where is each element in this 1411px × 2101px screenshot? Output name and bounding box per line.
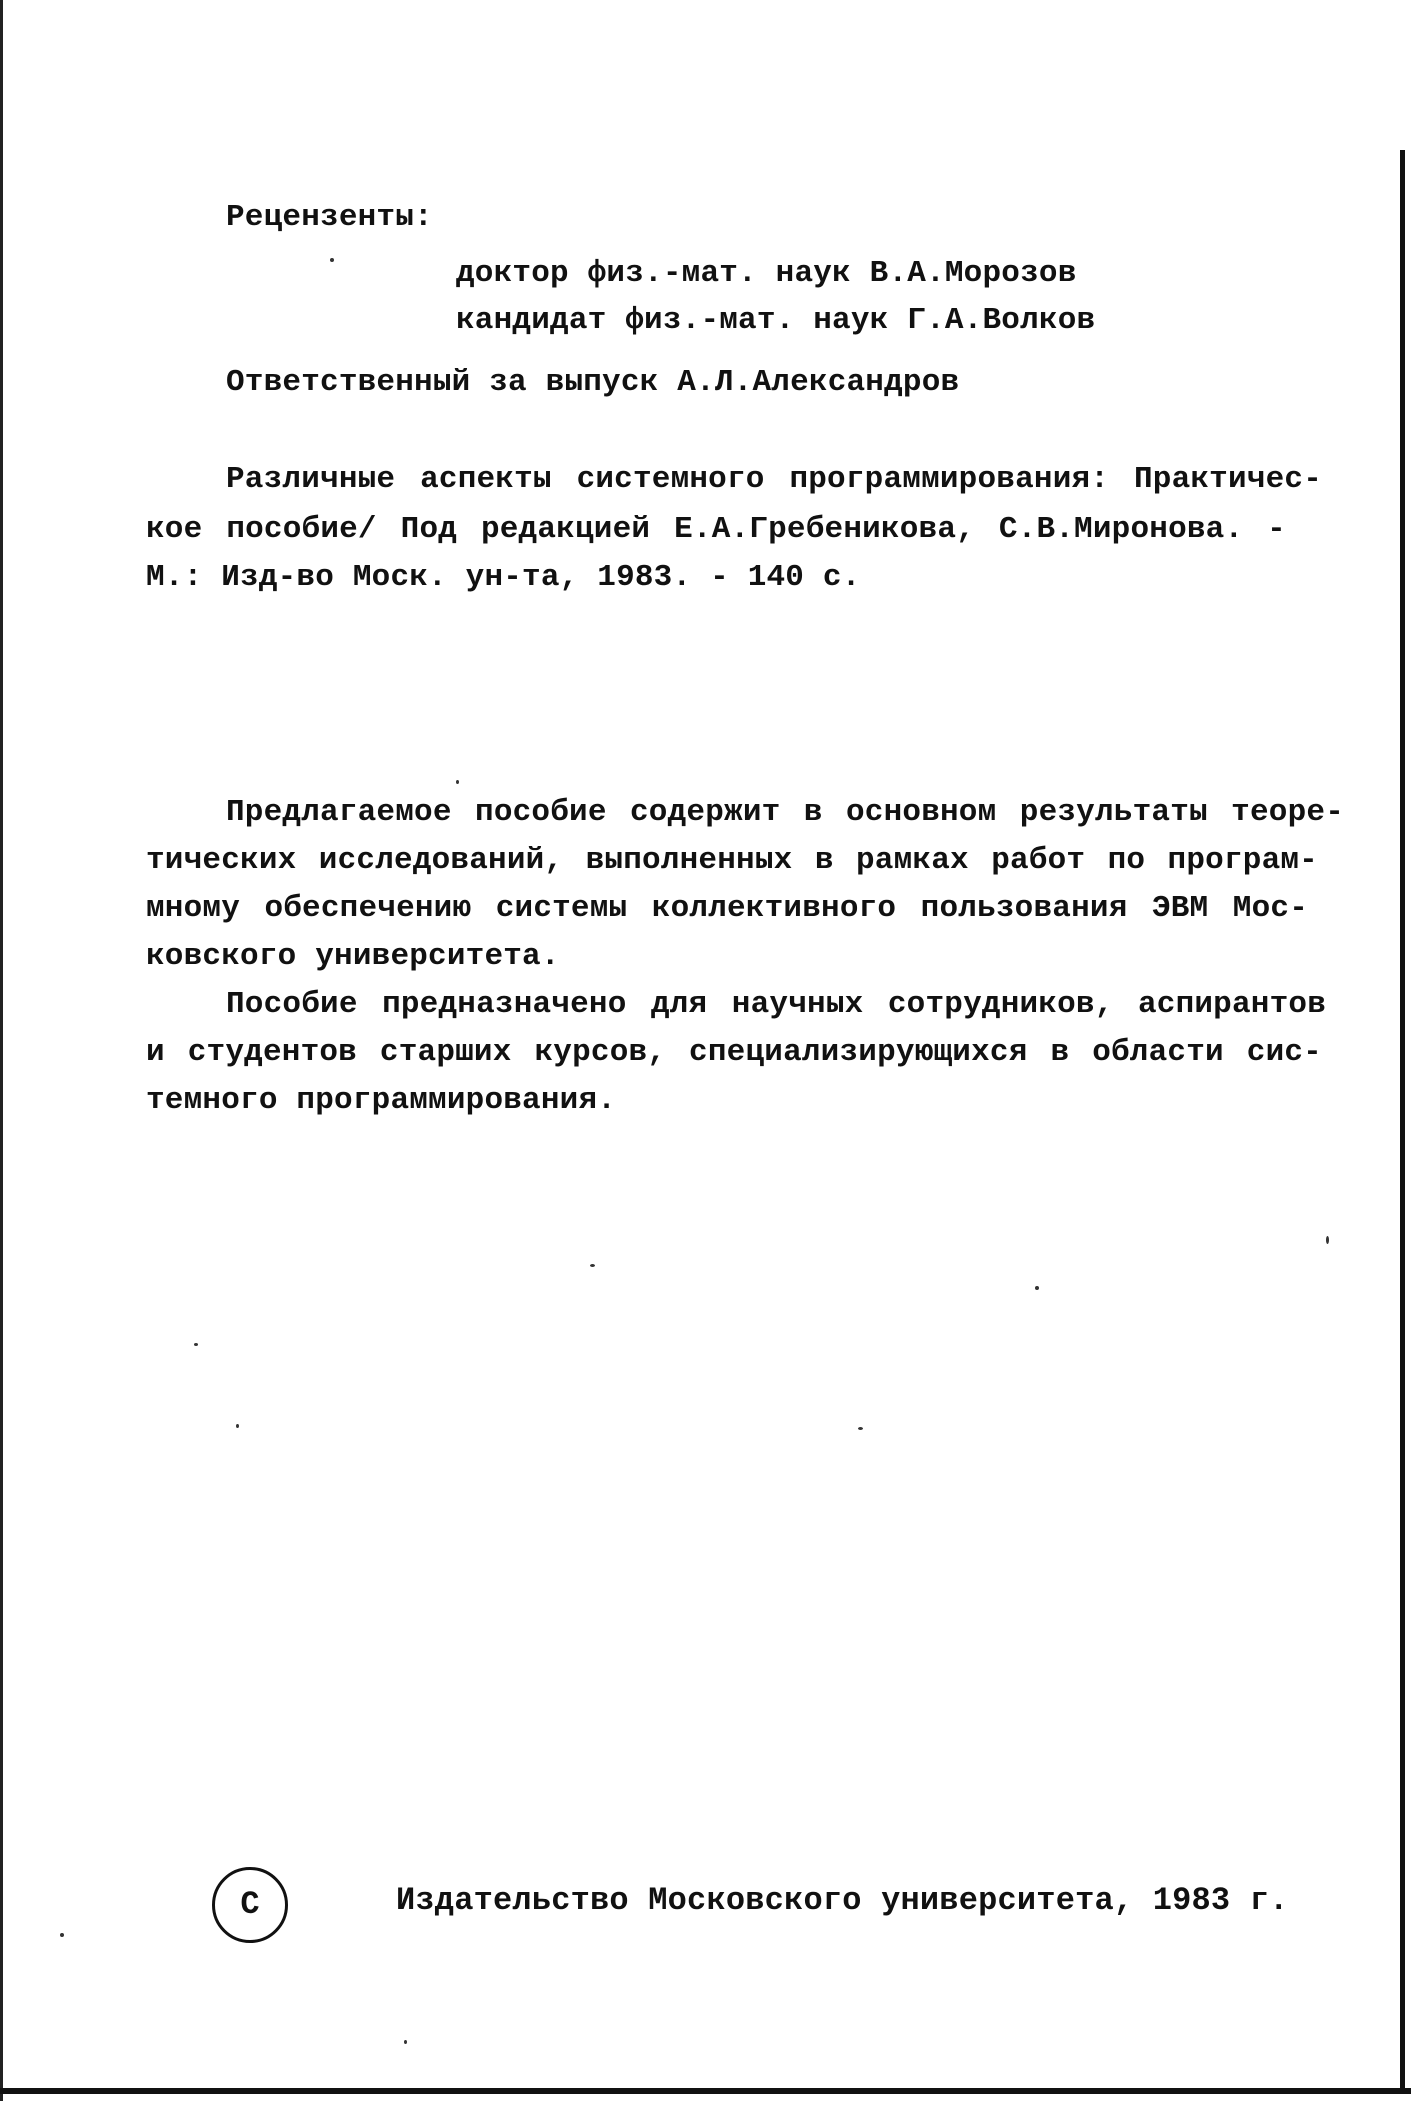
scan-speck <box>590 1264 595 1267</box>
reviewers-heading: Рецензенты: <box>226 200 433 235</box>
abstract-line: ковского университета. <box>146 939 560 974</box>
citation-line: Различные аспекты системного программирования: Практичес- <box>226 462 1322 497</box>
scan-speck <box>194 1343 198 1346</box>
responsible-line: Ответственный за выпуск А.Л.Александров <box>226 365 960 400</box>
abstract-p1-line-3 <box>146 891 1308 926</box>
scan-speck <box>456 780 459 784</box>
citation-line-2 <box>146 512 1286 547</box>
abstract-line: тических исследований, выполненных в рамках работ по програм- <box>146 843 1318 878</box>
abstract-line: мному обеспечению системы коллективного пользования ЭВМ Мос- <box>146 891 1308 926</box>
citation-line: кое пособие/ Под редакцией Е.А.Гребеникова, С.В.Миронова. - <box>146 512 1286 547</box>
scan-speck <box>858 1427 863 1430</box>
reviewer-line: доктор физ.-мат. наук В.А.Морозов <box>456 256 1077 291</box>
abstract-line: Предлагаемое пособие содержит в основном результаты теоре- <box>226 795 1344 830</box>
scan-left-edge <box>0 0 3 2101</box>
copyright-symbol: С <box>212 1867 288 1943</box>
abstract-p1-line-2 <box>146 843 1318 878</box>
publisher-line: Издательство Московского университета, 1983 г. <box>396 1882 1289 1919</box>
citation-line: М.: Изд-во Моск. ун-та, 1983. - 140 с. <box>146 560 861 595</box>
abstract-p2-line-2 <box>146 1035 1322 1070</box>
abstract-line: Пособие предназначено для научных сотрудников, аспирантов <box>226 987 1326 1022</box>
scan-speck <box>404 2040 407 2044</box>
abstract-p2-line-1 <box>226 987 1326 1022</box>
scan-speck <box>330 258 334 262</box>
scan-speck <box>1326 1236 1329 1244</box>
abstract-p1-line-1 <box>226 795 1344 830</box>
abstract-line: и студентов старших курсов, специализирующихся в области сис- <box>146 1035 1322 1070</box>
scan-bottom-edge <box>0 2088 1411 2094</box>
citation-line-1 <box>226 462 1322 497</box>
scan-right-edge <box>1400 150 1405 2090</box>
scan-speck <box>1035 1286 1039 1290</box>
scan-speck <box>60 1933 64 1937</box>
scan-speck <box>236 1424 239 1428</box>
abstract-line: темного программирования. <box>146 1083 617 1118</box>
reviewer-line: кандидат физ.-мат. наук Г.А.Волков <box>456 303 1096 338</box>
